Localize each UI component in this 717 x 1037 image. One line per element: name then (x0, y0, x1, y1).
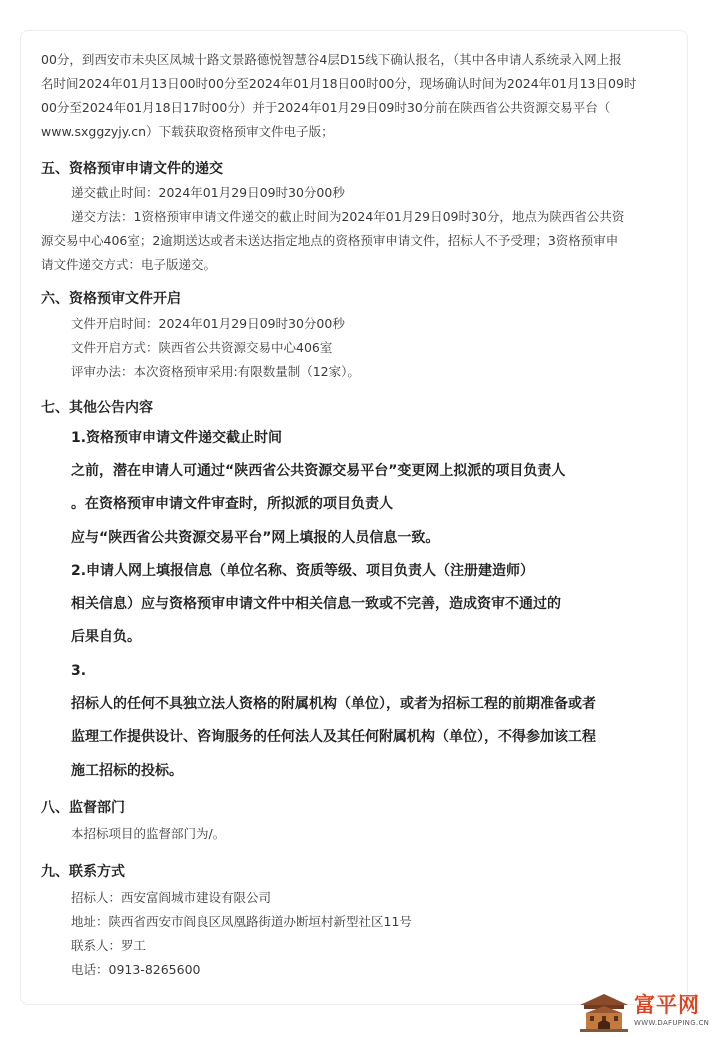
section-line: 文件开启时间：2024年01月29日09时30分00秒 (71, 316, 345, 331)
site-watermark-logo (576, 991, 712, 1033)
notice-line: 招标人的任何不具独立法人资格的附属机构（单位），或者为招标工程的前期准备或者 (71, 696, 596, 712)
notice-line: 3. (71, 663, 87, 679)
notice-line: 1.资格预审申请文件递交截止时间 (71, 430, 283, 446)
section-line: 源交易中心406室；2逾期送达或者未送达指定地点的资格预审申请文件，招标人不予受理；3资格预审申 (41, 233, 619, 248)
contact-line: 地址：陕西省西安市阎良区凤凰路街道办断垣村新型社区11号 (71, 914, 412, 929)
notice-line: 施工招标的投标。 (71, 763, 183, 779)
section-heading-opening: 六、资格预审文件开启 (41, 291, 181, 307)
notice-line: 后果自负。 (71, 629, 141, 645)
section-line: 请文件递交方式：电子版递交。 (41, 257, 217, 272)
contact-line: 电话：0913-8265600 (71, 962, 201, 977)
notice-line: 监理工作提供设计、咨询服务的任何法人及其任何附属机构（单位），不得参加该工程 (71, 729, 596, 745)
intro-line: 00分至2024年01月18日17时00分）并于2024年01月29日09时30分前在陕西省公共资源交易平台（ (41, 100, 611, 115)
section-heading-other: 七、其他公告内容 (41, 400, 153, 416)
section-line: 文件开启方式：陕西省公共资源交易中心406室 (71, 340, 333, 355)
intro-line: 名时间2024年01月13日00时00分至2024年01月18日00时00分，现场确认时间为2024年01月13日09时 (41, 76, 637, 91)
site-watermark-name: 富平网 (634, 993, 700, 1017)
section-line: 评审办法：本次资格预审采用:有限数量制（12家）。 (71, 364, 360, 379)
contact-line: 联系人：罗工 (71, 938, 147, 953)
section-heading-contact: 九、联系方式 (41, 864, 125, 880)
section-heading-supervision: 八、监督部门 (41, 800, 125, 816)
site-watermark-url: WWW.DAFUPING.CN (634, 1019, 710, 1027)
intro-line: www.sxggzyjy.cn）下载获取资格预审文件电子版； (41, 124, 334, 139)
contact-line: 招标人：西安富阎城市建设有限公司 (71, 890, 272, 905)
intro-line: 00分，到西安市未央区凤城十路文景路德悦智慧谷4层D15线下确认报名，（其中各申请人系统录入网上报 (41, 52, 622, 67)
notice-line: 。在资格预审申请文件审查时，所拟派的项目负责人 (71, 496, 393, 512)
section-line: 递交方法：1资格预审申请文件递交的截止时间为2024年01月29日09时30分，地点为陕西省公共资 (71, 209, 625, 224)
notice-line: 相关信息）应与资格预审申请文件中相关信息一致或不完善，造成资审不通过的 (71, 596, 561, 612)
notice-line: 之前，潜在申请人可通过“陕西省公共资源交易平台”变更网上拟派的项目负责人 (71, 463, 566, 479)
section-heading-submission: 五、资格预审申请文件的递交 (41, 161, 223, 177)
section-line: 递交截止时间：2024年01月29日09时30分00秒 (71, 185, 345, 200)
notice-line: 2.申请人网上填报信息（单位名称、资质等级、项目负责人（注册建造师） (71, 563, 535, 579)
gate-tower-icon (576, 991, 632, 1033)
section-line: 本招标项目的监督部门为/。 (71, 826, 226, 841)
notice-line: 应与“陕西省公共资源交易平台”网上填报的人员信息一致。 (71, 530, 440, 546)
